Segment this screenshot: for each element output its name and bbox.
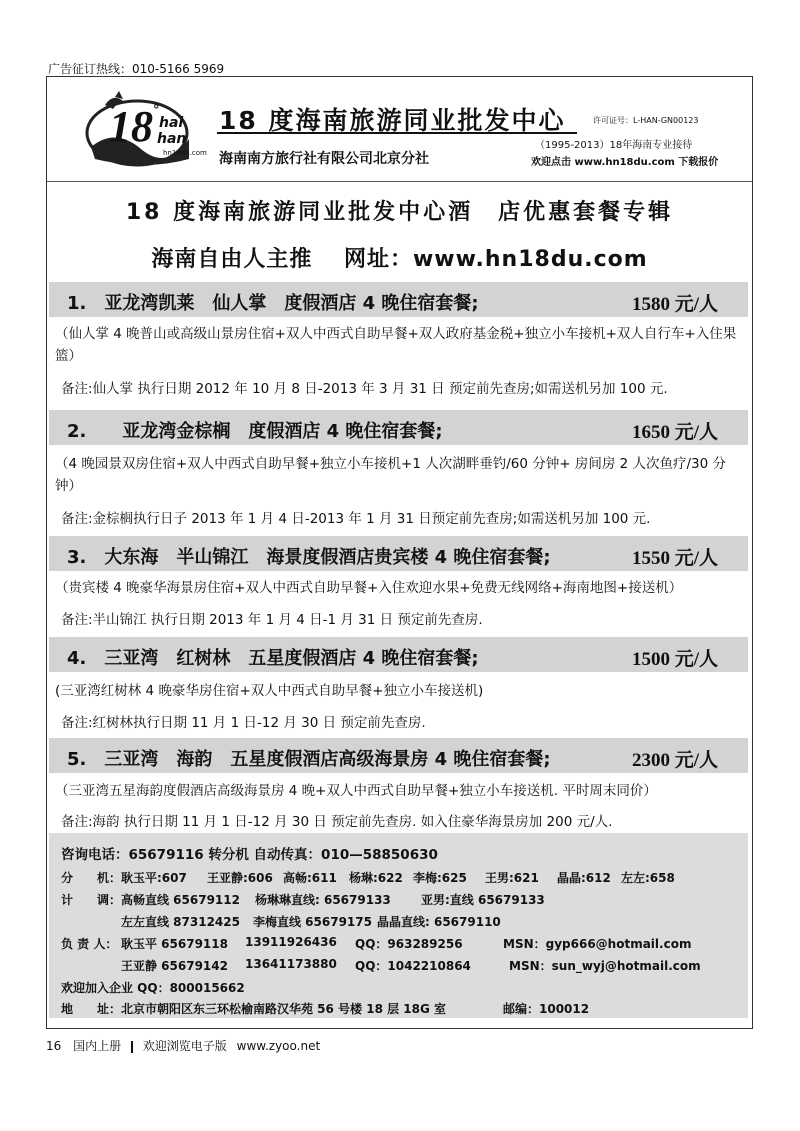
logo-number: 18 bbox=[109, 102, 153, 151]
package-title: 5. 三亚湾 海韵 五星度假酒店高级海景房 4 晚住宿套餐; bbox=[67, 749, 551, 770]
download-link[interactable]: 欢迎点击 www.hn18du.com 下载报价 bbox=[531, 157, 719, 168]
dispatcher-item: 高畅直线 65679112 bbox=[121, 893, 240, 907]
address-label: 地 址： bbox=[61, 1002, 122, 1016]
page-frame bbox=[46, 76, 753, 1029]
package-note: 备注:金棕榈执行日子 2013 年 1 月 4 日-2013 年 1 月 31 日预定前先查房;如需送机另加 100 元. bbox=[61, 511, 651, 527]
package-header bbox=[49, 738, 748, 773]
package-price: 2300 元/人 bbox=[631, 750, 718, 771]
footer-site-link[interactable]: www.zyoo.net bbox=[236, 1039, 321, 1053]
logo-han: han bbox=[157, 131, 187, 147]
extension-item: 耿玉平:607 bbox=[121, 871, 187, 885]
manager-phone: 王亚静 65679142 bbox=[121, 959, 228, 973]
extension-item: 李梅:625 bbox=[413, 871, 467, 885]
package-title: 2. 亚龙湾金棕榈 度假酒店 4 晚住宿套餐; bbox=[67, 421, 443, 442]
logo-hai: hai bbox=[159, 115, 184, 131]
section-name: 国内上册 bbox=[73, 1039, 122, 1053]
package-price: 1550 元/人 bbox=[631, 548, 718, 569]
dispatcher-label: 计 调： bbox=[61, 893, 122, 907]
extension-item: 晶晶:612 bbox=[557, 871, 611, 885]
package-description: （三亚湾五星海韵度假酒店高级海景房 4 晚+双人中西式自助早餐+独立小车接送机. 平时周末同价） bbox=[55, 783, 657, 799]
package-header bbox=[49, 637, 748, 672]
manager-qq: QQ：963289256 bbox=[355, 937, 463, 951]
manager-msn[interactable]: MSN：gyp666@hotmail.com bbox=[503, 937, 692, 951]
package-header bbox=[49, 282, 748, 317]
package-price: 1500 元/人 bbox=[631, 649, 718, 670]
page-title: 18 度海南旅游同业批发中心酒 店优惠套餐专辑 bbox=[125, 200, 674, 225]
years-text: （1995-2013）18年海南专业接待 bbox=[535, 140, 693, 151]
footer-divider bbox=[131, 1041, 133, 1053]
company-name: 海南南方旅行社有限公司北京分社 bbox=[219, 151, 429, 167]
header-title: 18 度海南旅游同业批发中心 bbox=[219, 106, 566, 135]
manager-qq: QQ：1042210864 bbox=[355, 959, 471, 973]
dispatcher-item: 李梅直线 65679175 bbox=[253, 915, 372, 929]
extension-item: 高畅:611 bbox=[283, 871, 337, 885]
package-description: （仙人掌 4 晚普山或高级山景房住宿+双人中西式自助早餐+双人政府基金税+独立小车接机+双人自行车+入住果篮） bbox=[55, 326, 737, 364]
manager-msn[interactable]: MSN：sun_wyj@hotmail.com bbox=[509, 959, 701, 973]
company-qq: 欢迎加入企业 QQ：800015662 bbox=[61, 981, 245, 995]
package-title: 1. 亚龙湾凯莱 仙人掌 度假酒店 4 晚住宿套餐; bbox=[67, 293, 479, 314]
extension-item: 左左:658 bbox=[621, 871, 675, 885]
extension-item: 王男:621 bbox=[485, 871, 539, 885]
page-footer bbox=[46, 1037, 320, 1054]
contact-phone: 咨询电话：65679116 转分机 自动传真：010—58850630 bbox=[61, 847, 438, 863]
package-note: 备注:海韵 执行日期 11 月 1 日-12 月 30 日 预定前先查房. 如入住豪华海景房加 200 元/人. bbox=[61, 814, 613, 830]
logo-degree: ° bbox=[153, 103, 160, 118]
page-subtitle: 海南自由人主推 网址：www.hn18du.com bbox=[151, 247, 648, 272]
extension-label: 分 机： bbox=[61, 871, 122, 885]
extension-item: 杨琳:622 bbox=[349, 871, 403, 885]
page-number: 16 bbox=[46, 1039, 62, 1053]
package-price: 1650 元/人 bbox=[631, 422, 718, 443]
footer-welcome: 欢迎浏览电子版 bbox=[142, 1039, 227, 1053]
package-header bbox=[49, 410, 748, 445]
contact-panel bbox=[49, 833, 748, 1018]
manager-phone: 耿玉平 65679118 bbox=[121, 937, 228, 951]
package-header bbox=[49, 536, 748, 571]
manager-mobile: 13641173880 bbox=[245, 957, 337, 971]
dispatcher-item: 左左直线 87312425 bbox=[121, 915, 240, 929]
header-underline bbox=[217, 132, 577, 134]
header-banner bbox=[47, 77, 752, 183]
package-note: 备注:红树林执行日期 11 月 1 日-12 月 30 日 预定前先查房. bbox=[61, 715, 426, 731]
package-note: 备注:仙人掌 执行日期 2012 年 10 月 8 日-2013 年 3 月 31 日 预定前先查房;如需送机另加 100 元. bbox=[61, 381, 668, 397]
package-note: 备注:半山锦江 执行日期 2013 年 1 月 4 日-1 月 31 日 预定前先查房. bbox=[61, 612, 483, 628]
package-price: 1580 元/人 bbox=[631, 294, 718, 315]
header-divider bbox=[47, 181, 752, 182]
manager-label: 负 责 人： bbox=[61, 937, 118, 951]
dispatcher-item: 亚男:直线 65679133 bbox=[421, 893, 545, 907]
dispatcher-item: 杨琳琳直线: 65679133 bbox=[255, 893, 391, 907]
logo-site: hn18du.com bbox=[163, 149, 207, 157]
package-description: （4 晚园景双房住宿+双人中西式自助早餐+独立小车接机+1 人次湖畔垂钓/60 分钟+ 房间房 2 人次鱼疗/30 分钟） bbox=[55, 456, 727, 494]
company-logo bbox=[85, 87, 207, 169]
package-description: （贵宾楼 4 晚豪华海景房住宿+双人中西式自助早餐+入住欢迎水果+免费无线网络+海南地图+接送机） bbox=[55, 580, 683, 596]
package-title: 4. 三亚湾 红树林 五星度假酒店 4 晚住宿套餐; bbox=[67, 648, 479, 669]
address-text: 北京市朝阳区东三环松榆南路汉华苑 56 号楼 18 层 18G 室 bbox=[121, 1002, 447, 1016]
ad-hotline: 广告征订热线：010-5166 5969 bbox=[48, 62, 225, 76]
package-title: 3. 大东海 半山锦江 海景度假酒店贵宾楼 4 晚住宿套餐; bbox=[67, 547, 551, 568]
permit-number: 许可证号：L-HAN-GN00123 bbox=[593, 116, 699, 125]
manager-mobile: 13911926436 bbox=[245, 935, 337, 949]
dispatcher-item: 晶晶直线: 65679110 bbox=[377, 915, 501, 929]
postcode: 邮编：100012 bbox=[503, 1002, 590, 1016]
package-description: (三亚湾红树林 4 晚豪华房住宿+双人中西式自助早餐+独立小车接送机) bbox=[55, 683, 484, 699]
extension-item: 王亚静:606 bbox=[207, 871, 273, 885]
